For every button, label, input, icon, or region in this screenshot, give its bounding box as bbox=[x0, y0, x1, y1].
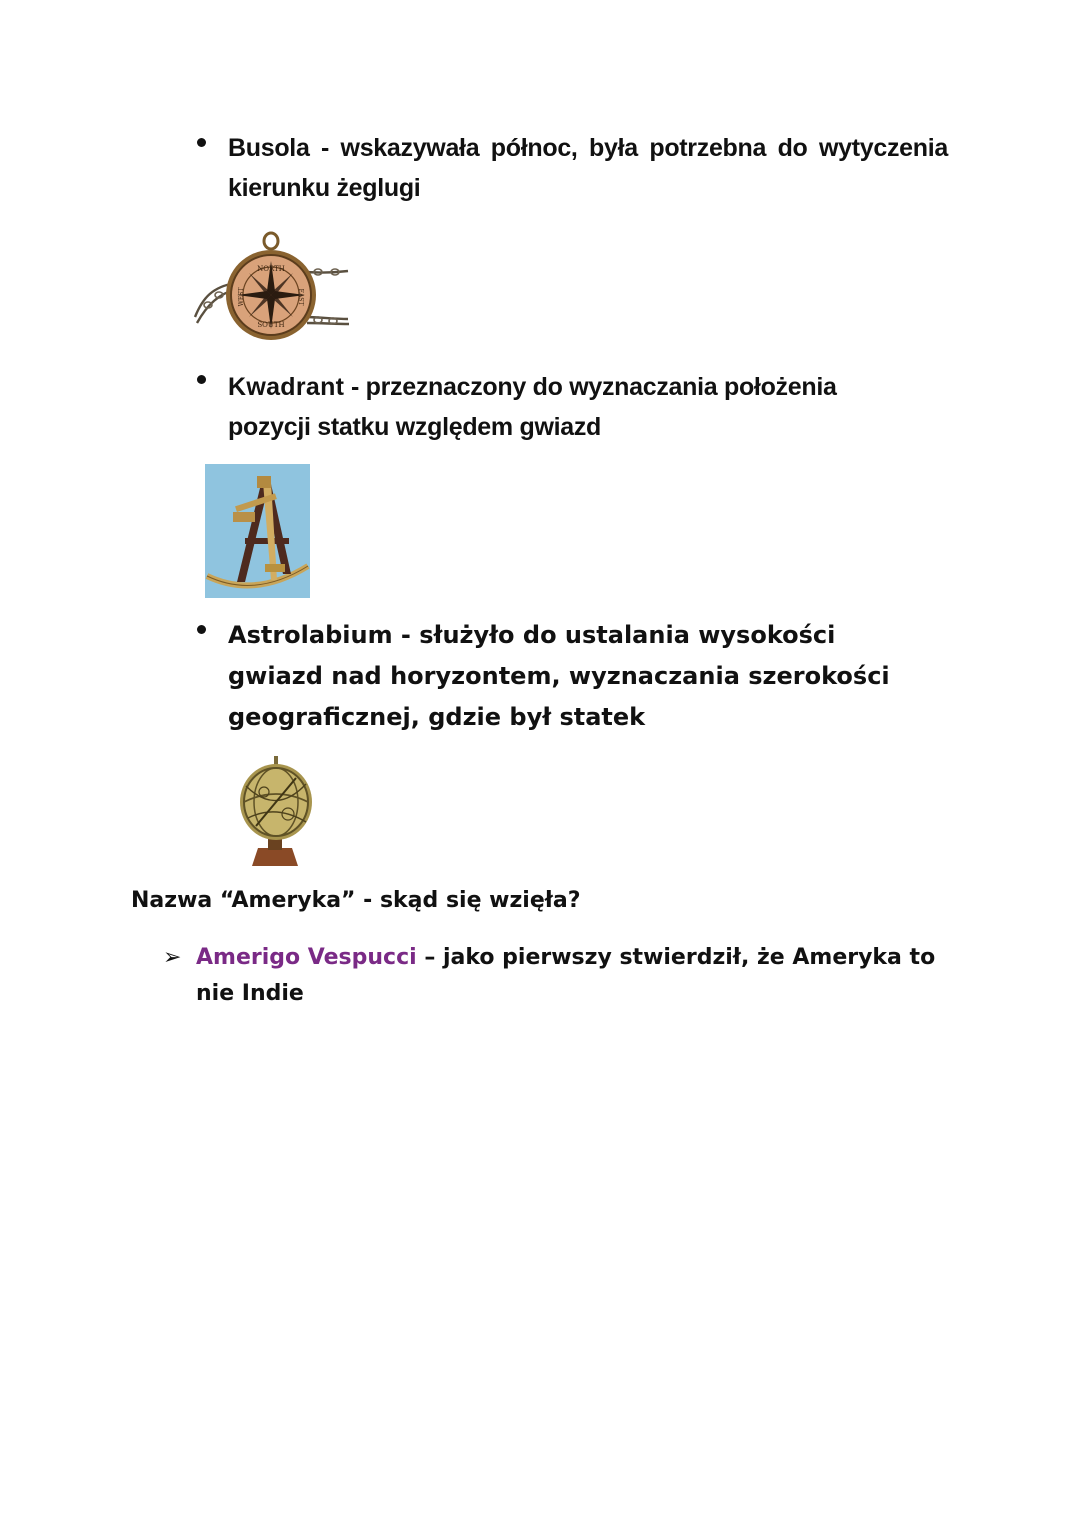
instrument-name: Busola bbox=[228, 134, 310, 162]
instrument-description: - przeznaczony do wyznaczania położenia pozycji statku względem gwiazd bbox=[228, 373, 837, 441]
compass-east-label: EAST bbox=[297, 288, 304, 306]
instrument-text bbox=[228, 615, 928, 738]
section-heading: Nazwa “Ameryka” - skąd się wzięła? bbox=[131, 888, 581, 913]
compass-north-label: NORTH bbox=[257, 265, 285, 273]
instrument-description: - służyło do ustalania wysokości gwiazd nad horyzontem, wyznaczania szerokości geograficznej, gdzie był statek bbox=[228, 621, 890, 731]
bullet-icon bbox=[193, 617, 229, 646]
compass-west-label: WEST bbox=[238, 287, 245, 307]
compass-south-label: SOUTH bbox=[257, 321, 285, 329]
vespucci-text bbox=[196, 940, 966, 1012]
arrow-bullet-icon: ➢ bbox=[163, 945, 182, 970]
person-name: Amerigo Vespucci bbox=[196, 945, 417, 970]
instrument-description: - wskazywała północ, była potrzebna do wytyczenia kierunku żeglugi bbox=[228, 134, 948, 202]
person-statement: – jako pierwszy stwierdził, że Ameryka to nie Indie bbox=[196, 945, 936, 1006]
astrolabe-image bbox=[236, 756, 316, 868]
instrument-text bbox=[228, 128, 948, 208]
bullet-icon bbox=[193, 130, 229, 159]
compass-image bbox=[193, 227, 350, 345]
instrument-text bbox=[228, 367, 878, 447]
bullet-icon bbox=[193, 367, 229, 396]
instrument-name: Astrolabium bbox=[228, 621, 393, 649]
instrument-name: Kwadrant bbox=[228, 373, 345, 401]
quadrant-image bbox=[205, 464, 310, 598]
